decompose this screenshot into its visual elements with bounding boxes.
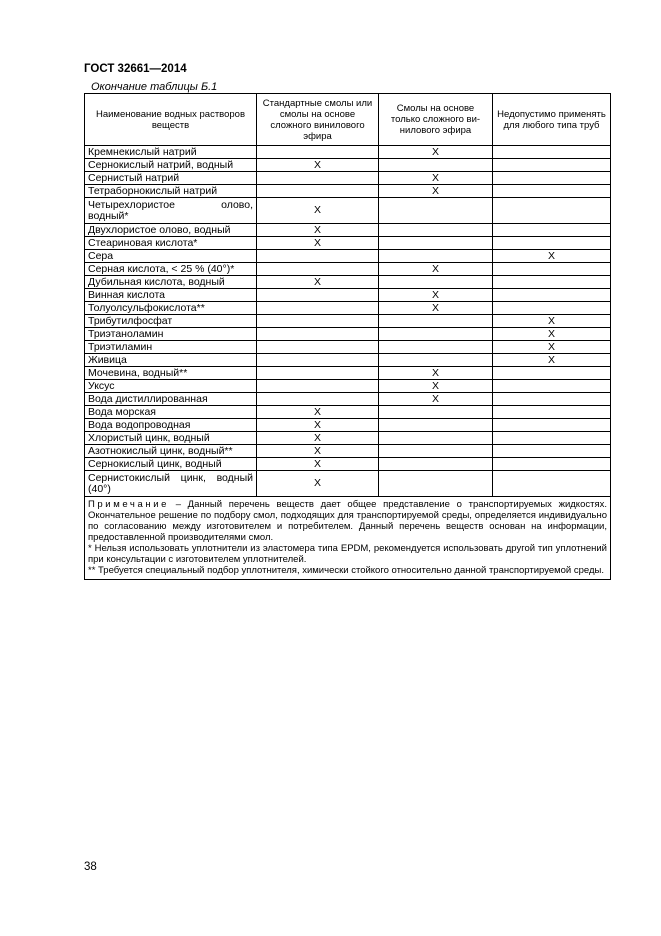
table-row <box>85 237 611 250</box>
not-permitted-mark <box>493 458 611 471</box>
substance-name: Трибутилфосфат <box>85 315 257 328</box>
standard-resins-mark <box>257 328 379 341</box>
note-label: Примечание <box>88 499 169 510</box>
table-notes-row <box>85 497 611 580</box>
table-caption: Окончание таблицы Б.1 <box>91 81 218 93</box>
table-row <box>85 224 611 237</box>
table-row <box>85 445 611 458</box>
standard-resins-mark <box>257 354 379 367</box>
not-permitted-mark <box>493 198 611 224</box>
not-permitted-mark <box>493 380 611 393</box>
vinyl-ester-mark: X <box>379 367 493 380</box>
not-permitted-mark <box>493 276 611 289</box>
vinyl-ester-mark <box>379 237 493 250</box>
standard-resins-mark <box>257 146 379 159</box>
standard-resins-mark: X <box>257 406 379 419</box>
table-row <box>85 146 611 159</box>
vinyl-ester-mark: X <box>379 263 493 276</box>
substance-name: Вода морская <box>85 406 257 419</box>
vinyl-ester-mark: X <box>379 289 493 302</box>
vinyl-ester-mark <box>379 224 493 237</box>
standard-designation: ГОСТ 32661—2014 <box>84 63 187 75</box>
substance-name: Уксус <box>85 380 257 393</box>
not-permitted-mark <box>493 172 611 185</box>
table-row <box>85 471 611 497</box>
vinyl-ester-mark: X <box>379 380 493 393</box>
not-permitted-mark <box>493 146 611 159</box>
table-row <box>85 432 611 445</box>
substance-name: Тетраборнокислый натрий <box>85 185 257 198</box>
table-row <box>85 328 611 341</box>
substance-name: Сера <box>85 250 257 263</box>
footnote-single-asterisk: * Нельзя использовать уплотнители из эластомера типа EPDM, рекомендуется использовать другой тип уплотнений при консультации с изготовителем уплотнителей. <box>88 543 607 565</box>
table-row <box>85 250 611 263</box>
table-row <box>85 276 611 289</box>
column-header-standard-resins: Стандартные смолы или смолы на основе сложного винилового эфира <box>257 94 379 146</box>
vinyl-ester-mark <box>379 432 493 445</box>
vinyl-ester-mark <box>379 458 493 471</box>
standard-resins-mark: X <box>257 471 379 497</box>
standard-resins-mark <box>257 250 379 263</box>
not-permitted-mark <box>493 432 611 445</box>
standard-resins-mark <box>257 380 379 393</box>
table-notes <box>85 497 611 580</box>
substance-name: Вода дистиллированная <box>85 393 257 406</box>
not-permitted-mark <box>493 471 611 497</box>
column-header-not-permitted: Недопустимо применять для любого типа труб <box>493 94 611 146</box>
standard-resins-mark <box>257 393 379 406</box>
table-row <box>85 172 611 185</box>
standard-resins-mark <box>257 302 379 315</box>
note-paragraph <box>88 499 607 543</box>
table-row <box>85 341 611 354</box>
standard-resins-mark: X <box>257 159 379 172</box>
substance-name: Сернокислый цинк, водный <box>85 458 257 471</box>
vinyl-ester-mark <box>379 445 493 458</box>
not-permitted-mark <box>493 419 611 432</box>
standard-resins-mark <box>257 263 379 276</box>
vinyl-ester-mark: X <box>379 146 493 159</box>
substance-name: Азотнокислый цинк, водный** <box>85 445 257 458</box>
vinyl-ester-mark <box>379 198 493 224</box>
substance-name: Кремнекислый натрий <box>85 146 257 159</box>
vinyl-ester-mark <box>379 471 493 497</box>
not-permitted-mark <box>493 302 611 315</box>
vinyl-ester-mark <box>379 250 493 263</box>
substance-name: Винная кислота <box>85 289 257 302</box>
table-row <box>85 198 611 224</box>
not-permitted-mark <box>493 263 611 276</box>
table-row <box>85 380 611 393</box>
vinyl-ester-mark: X <box>379 393 493 406</box>
vinyl-ester-mark <box>379 354 493 367</box>
substance-name: Живица <box>85 354 257 367</box>
substance-name: Триэтиламин <box>85 341 257 354</box>
substance-name <box>85 471 257 497</box>
vinyl-ester-mark <box>379 406 493 419</box>
not-permitted-mark <box>493 185 611 198</box>
standard-resins-mark: X <box>257 458 379 471</box>
not-permitted-mark <box>493 289 611 302</box>
standard-resins-mark: X <box>257 445 379 458</box>
table-row <box>85 263 611 276</box>
substance-name: Дубильная кислота, водный <box>85 276 257 289</box>
substance-name: Сернистый натрий <box>85 172 257 185</box>
substance-name: Триэтаноламин <box>85 328 257 341</box>
not-permitted-mark <box>493 393 611 406</box>
substance-name: Хлористый цинк, водный <box>85 432 257 445</box>
vinyl-ester-mark <box>379 276 493 289</box>
substance-name: Стеариновая кислота* <box>85 237 257 250</box>
standard-resins-mark: X <box>257 237 379 250</box>
table-row <box>85 289 611 302</box>
substance-name: Серная кислота, < 25 % (40°)* <box>85 263 257 276</box>
not-permitted-mark <box>493 237 611 250</box>
vinyl-ester-mark <box>379 419 493 432</box>
not-permitted-mark <box>493 159 611 172</box>
substance-name-line: (40°) <box>88 482 111 495</box>
standard-resins-mark <box>257 341 379 354</box>
table-row <box>85 354 611 367</box>
standard-resins-mark: X <box>257 224 379 237</box>
table-row <box>85 393 611 406</box>
table-row <box>85 302 611 315</box>
standard-resins-mark <box>257 289 379 302</box>
table-row <box>85 185 611 198</box>
column-header-vinyl-ester-resins: Смолы на основе только сложного винилового эфира <box>379 94 493 146</box>
note-text: – Данный перечень веществ дает общее представление о транспортируемых жидкостях. Окончательное решение по подбору смол, подходящих для транспортируемой среды, определяется индивидуально по согласованию между изготовителем и потребителем. Данный перечень веществ основан на информации, предоставленной производителями смол. <box>88 499 607 543</box>
substance-name: Сернокислый натрий, водный <box>85 159 257 172</box>
substance-name: Двухлористое олово, водный <box>85 224 257 237</box>
table-row <box>85 406 611 419</box>
standard-resins-mark <box>257 315 379 328</box>
table-row <box>85 419 611 432</box>
not-permitted-mark: X <box>493 250 611 263</box>
not-permitted-mark <box>493 224 611 237</box>
substance-name-line: Сернистокислый цинк, водный <box>88 471 253 484</box>
standard-resins-mark: X <box>257 276 379 289</box>
substance-name: Вода водопроводная <box>85 419 257 432</box>
footnote-double-asterisk: ** Требуется специальный подбор уплотнителя, химически стойкого относительно данной транспортируемой среды. <box>88 565 605 576</box>
vinyl-ester-mark <box>379 341 493 354</box>
table-row <box>85 367 611 380</box>
substance-name-line: водный* <box>88 209 129 222</box>
substance-name: Толуолсульфокислота** <box>85 302 257 315</box>
not-permitted-mark <box>493 445 611 458</box>
vinyl-ester-mark <box>379 159 493 172</box>
not-permitted-mark: X <box>493 354 611 367</box>
table-row <box>85 458 611 471</box>
substance-name: Мочевина, водный** <box>85 367 257 380</box>
not-permitted-mark: X <box>493 341 611 354</box>
vinyl-ester-mark <box>379 328 493 341</box>
standard-resins-mark: X <box>257 419 379 432</box>
not-permitted-mark: X <box>493 315 611 328</box>
standard-resins-mark <box>257 172 379 185</box>
not-permitted-mark <box>493 367 611 380</box>
column-header-substance: Наименование водных растворов веществ <box>85 94 257 146</box>
standard-resins-mark <box>257 185 379 198</box>
standard-resins-mark <box>257 367 379 380</box>
standard-resins-mark: X <box>257 432 379 445</box>
substance-name-line: Четырехлористое олово, <box>88 198 253 211</box>
vinyl-ester-mark: X <box>379 172 493 185</box>
vinyl-ester-mark: X <box>379 302 493 315</box>
not-permitted-mark <box>493 406 611 419</box>
vinyl-ester-mark: X <box>379 185 493 198</box>
page-number: 38 <box>84 861 97 873</box>
table-row <box>85 159 611 172</box>
table-row <box>85 315 611 328</box>
vinyl-ester-mark <box>379 315 493 328</box>
not-permitted-mark: X <box>493 328 611 341</box>
table-header-row <box>85 94 611 146</box>
substance-name <box>85 198 257 224</box>
chemical-resistance-table <box>84 93 611 580</box>
standard-resins-mark: X <box>257 198 379 224</box>
